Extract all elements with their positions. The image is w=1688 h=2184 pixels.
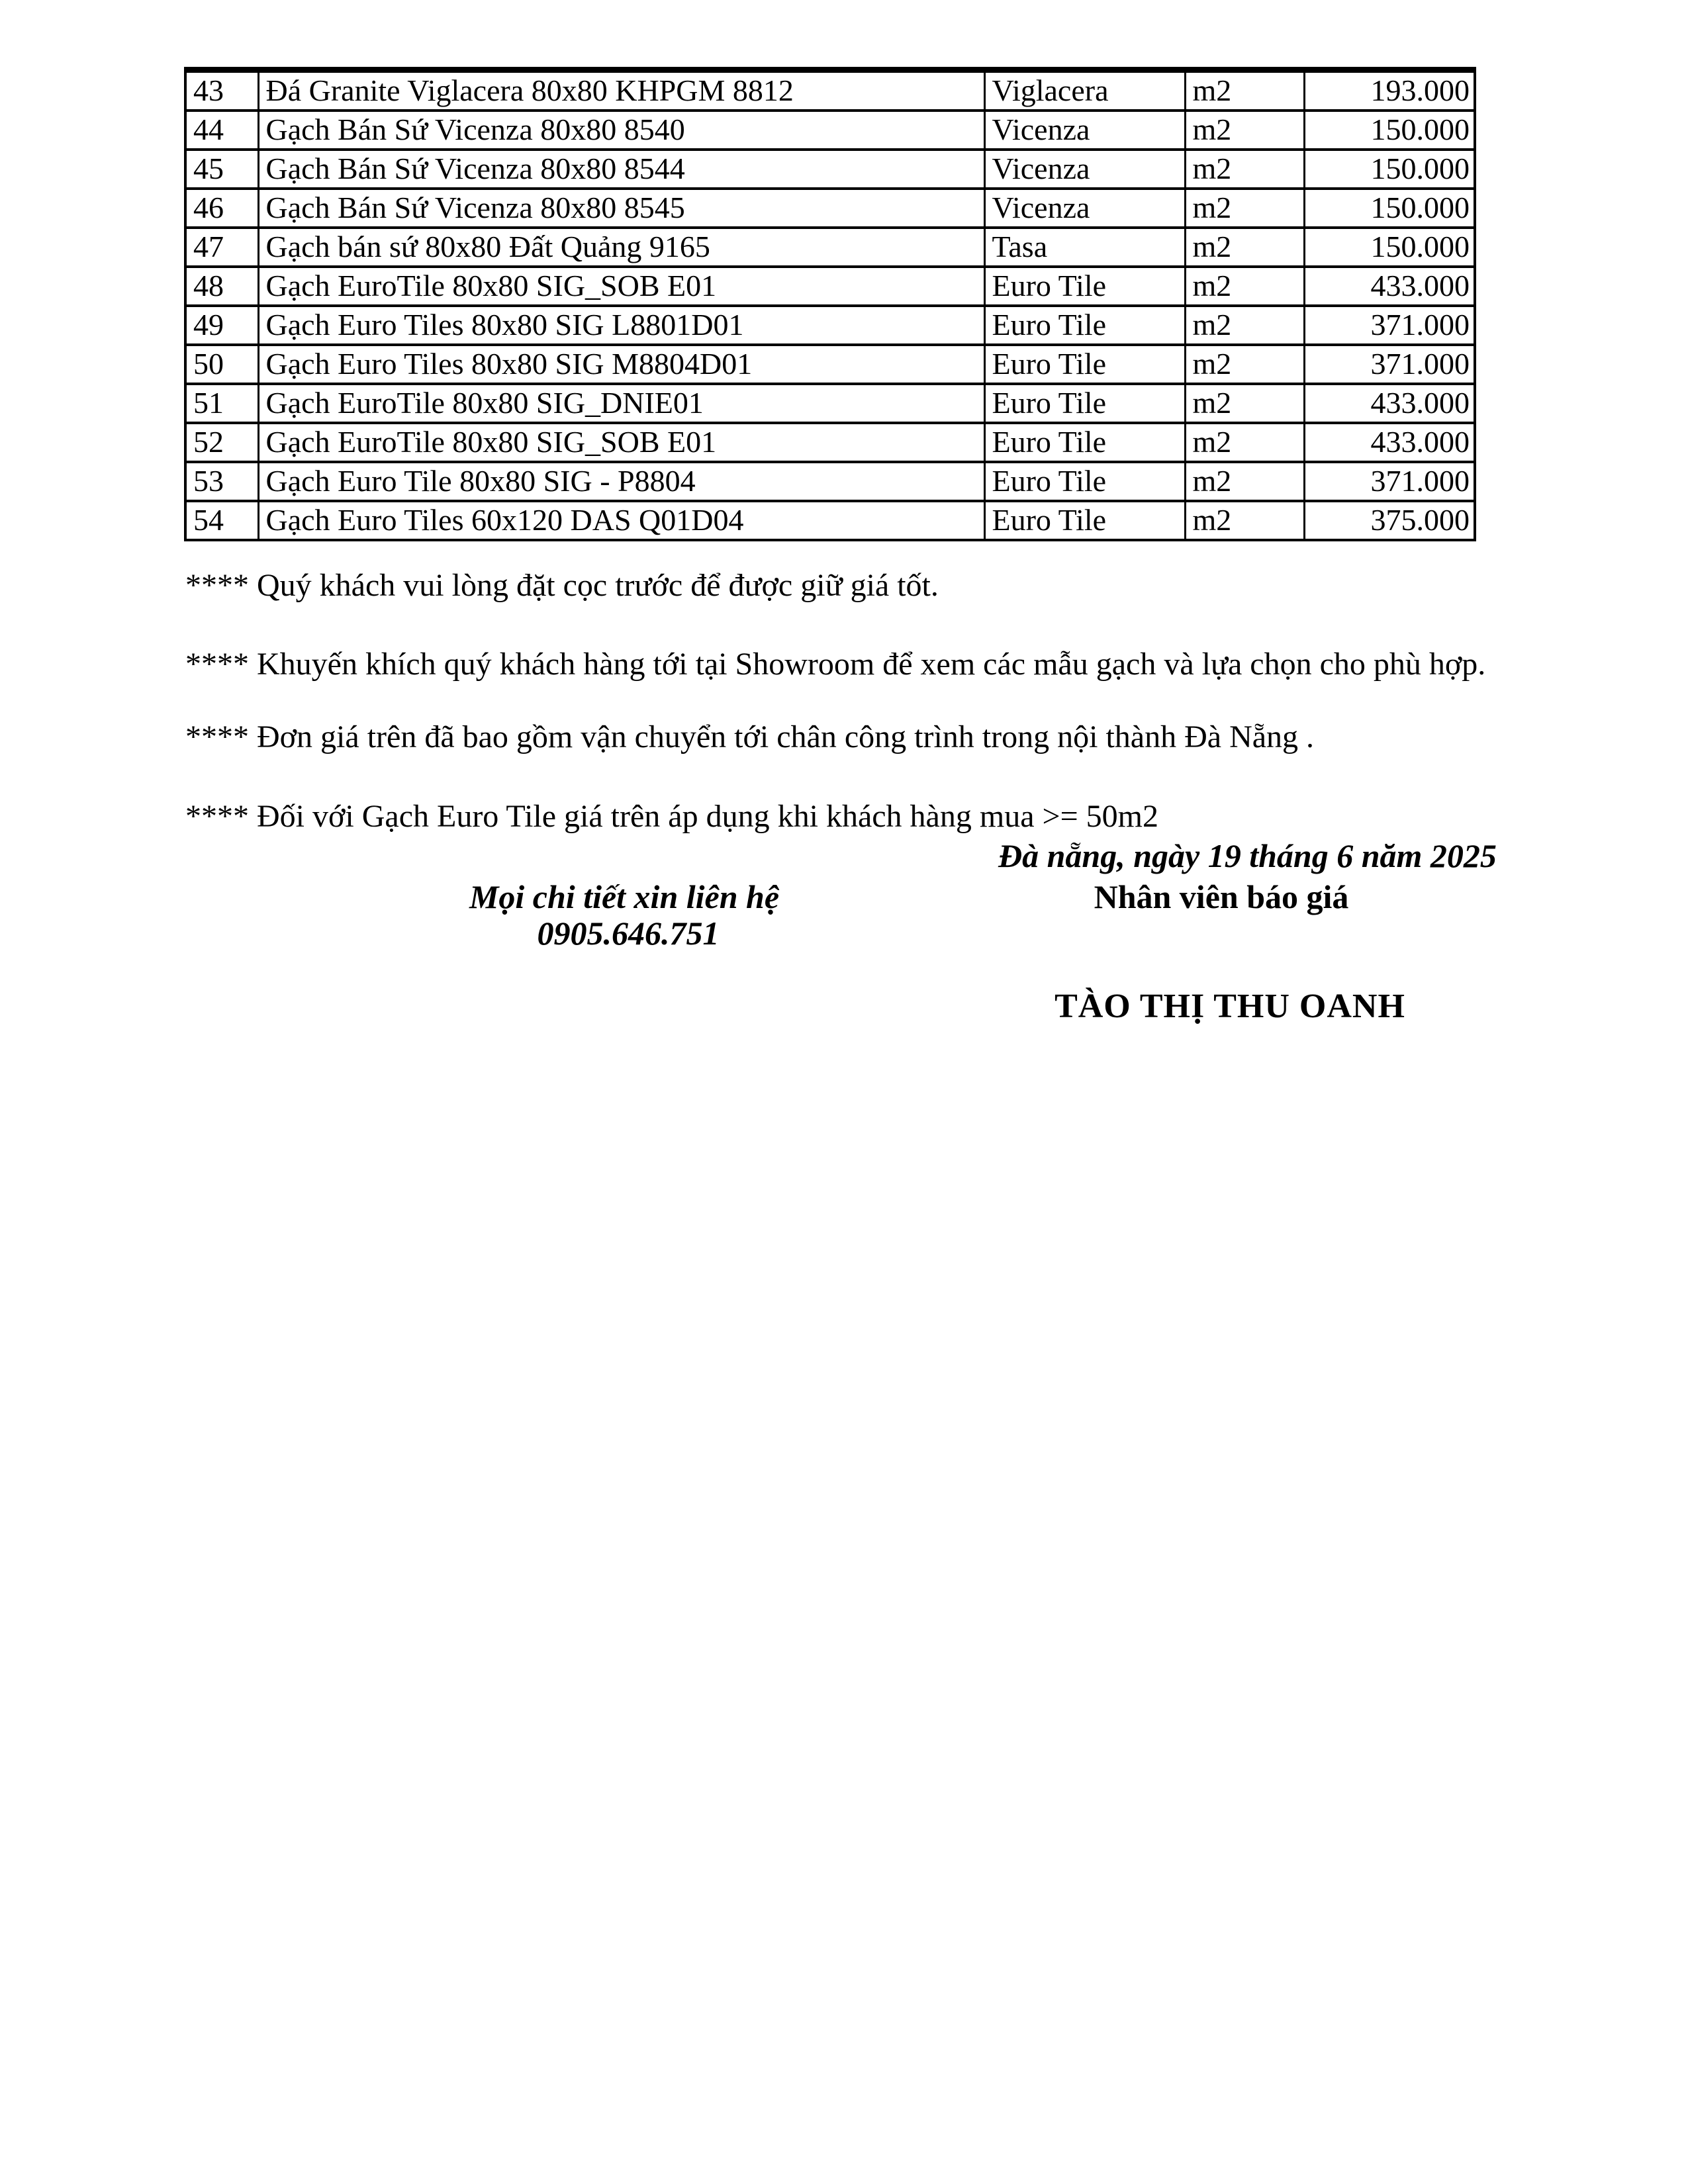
- product-name-cell: Gạch EuroTile 80x80 SIG_DNIE01: [258, 384, 984, 423]
- price-cell: 375.000: [1304, 501, 1475, 540]
- unit-cell: m2: [1185, 462, 1304, 501]
- table-row: [185, 267, 1475, 306]
- brand-cell: Euro Tile: [984, 306, 1185, 345]
- product-name-cell: Gạch Euro Tiles 80x80 SIG L8801D01: [258, 306, 984, 345]
- table-row: [185, 423, 1475, 462]
- table-row: [185, 384, 1475, 423]
- product-name-cell: Gạch bán sứ 80x80 Đất Quảng 9165: [258, 228, 984, 267]
- table-row: [185, 111, 1475, 150]
- table-row: [185, 345, 1475, 384]
- note-deposit: **** Quý khách vui lòng đặt cọc trước để được giữ giá tốt.: [185, 568, 939, 603]
- product-name-cell: Đá Granite Viglacera 80x80 KHPGM 8812: [258, 70, 984, 111]
- brand-cell: Euro Tile: [984, 462, 1185, 501]
- row-number-cell: 46: [185, 189, 258, 228]
- unit-cell: m2: [1185, 345, 1304, 384]
- unit-cell: m2: [1185, 501, 1304, 540]
- table-row: [185, 189, 1475, 228]
- unit-cell: m2: [1185, 111, 1304, 150]
- price-cell: 150.000: [1304, 150, 1475, 189]
- price-cell: 371.000: [1304, 306, 1475, 345]
- price-cell: 433.000: [1304, 267, 1475, 306]
- row-number-cell: 47: [185, 228, 258, 267]
- row-number-cell: 43: [185, 70, 258, 111]
- note-shipping: **** Đơn giá trên đã bao gồm vận chuyển tới chân công trình trong nội thành Đà Nẵng .: [185, 719, 1315, 754]
- quote-date: Đà nẵng, ngày 19 tháng 6 năm 2025: [998, 837, 1497, 874]
- row-number-cell: 54: [185, 501, 258, 540]
- price-cell: 193.000: [1304, 70, 1475, 111]
- product-name-cell: Gạch EuroTile 80x80 SIG_SOB E01: [258, 267, 984, 306]
- price-cell: 433.000: [1304, 384, 1475, 423]
- unit-cell: m2: [1185, 70, 1304, 111]
- unit-cell: m2: [1185, 384, 1304, 423]
- price-cell: 150.000: [1304, 111, 1475, 150]
- brand-cell: Tasa: [984, 228, 1185, 267]
- unit-cell: m2: [1185, 267, 1304, 306]
- brand-cell: Viglacera: [984, 70, 1185, 111]
- row-number-cell: 51: [185, 384, 258, 423]
- brand-cell: Euro Tile: [984, 384, 1185, 423]
- price-cell: 433.000: [1304, 423, 1475, 462]
- row-number-cell: 52: [185, 423, 258, 462]
- unit-cell: m2: [1185, 150, 1304, 189]
- price-table: [184, 67, 1476, 541]
- unit-cell: m2: [1185, 306, 1304, 345]
- price-cell: 150.000: [1304, 228, 1475, 267]
- quoter-name: TÀO THỊ THU OANH: [1055, 987, 1405, 1025]
- price-cell: 371.000: [1304, 345, 1475, 384]
- brand-cell: Vicenza: [984, 150, 1185, 189]
- unit-cell: m2: [1185, 189, 1304, 228]
- product-name-cell: Gạch Bán Sứ Vicenza 80x80 8540: [258, 111, 984, 150]
- product-name-cell: Gạch Euro Tiles 60x120 DAS Q01D04: [258, 501, 984, 540]
- contact-phone: 0905.646.751: [537, 915, 720, 952]
- unit-cell: m2: [1185, 423, 1304, 462]
- row-number-cell: 49: [185, 306, 258, 345]
- note-showroom: **** Khuyến khích quý khách hàng tới tại Showroom để xem các mẫu gạch và lựa chọn cho phù hợp.: [185, 647, 1486, 682]
- table-row: [185, 306, 1475, 345]
- table-row: [185, 501, 1475, 540]
- brand-cell: Euro Tile: [984, 267, 1185, 306]
- row-number-cell: 45: [185, 150, 258, 189]
- brand-cell: Vicenza: [984, 189, 1185, 228]
- quoter-role: Nhân viên báo giá: [1094, 878, 1349, 915]
- product-name-cell: Gạch Euro Tiles 80x80 SIG M8804D01: [258, 345, 984, 384]
- price-cell: 150.000: [1304, 189, 1475, 228]
- unit-cell: m2: [1185, 228, 1304, 267]
- table-row: [185, 70, 1475, 111]
- table-row: [185, 150, 1475, 189]
- table-row: [185, 228, 1475, 267]
- brand-cell: Vicenza: [984, 111, 1185, 150]
- brand-cell: Euro Tile: [984, 345, 1185, 384]
- price-cell: 371.000: [1304, 462, 1475, 501]
- product-name-cell: Gạch Bán Sứ Vicenza 80x80 8545: [258, 189, 984, 228]
- row-number-cell: 53: [185, 462, 258, 501]
- brand-cell: Euro Tile: [984, 501, 1185, 540]
- row-number-cell: 48: [185, 267, 258, 306]
- note-eurotile-minimum: **** Đối với Gạch Euro Tile giá trên áp dụng khi khách hàng mua >= 50m2: [185, 799, 1158, 834]
- product-name-cell: Gạch Bán Sứ Vicenza 80x80 8544: [258, 150, 984, 189]
- contact-heading: Mọi chi tiết xin liên hệ: [469, 878, 780, 915]
- product-name-cell: Gạch Euro Tile 80x80 SIG - P8804: [258, 462, 984, 501]
- table-row: [185, 462, 1475, 501]
- row-number-cell: 50: [185, 345, 258, 384]
- brand-cell: Euro Tile: [984, 423, 1185, 462]
- product-name-cell: Gạch EuroTile 80x80 SIG_SOB E01: [258, 423, 984, 462]
- row-number-cell: 44: [185, 111, 258, 150]
